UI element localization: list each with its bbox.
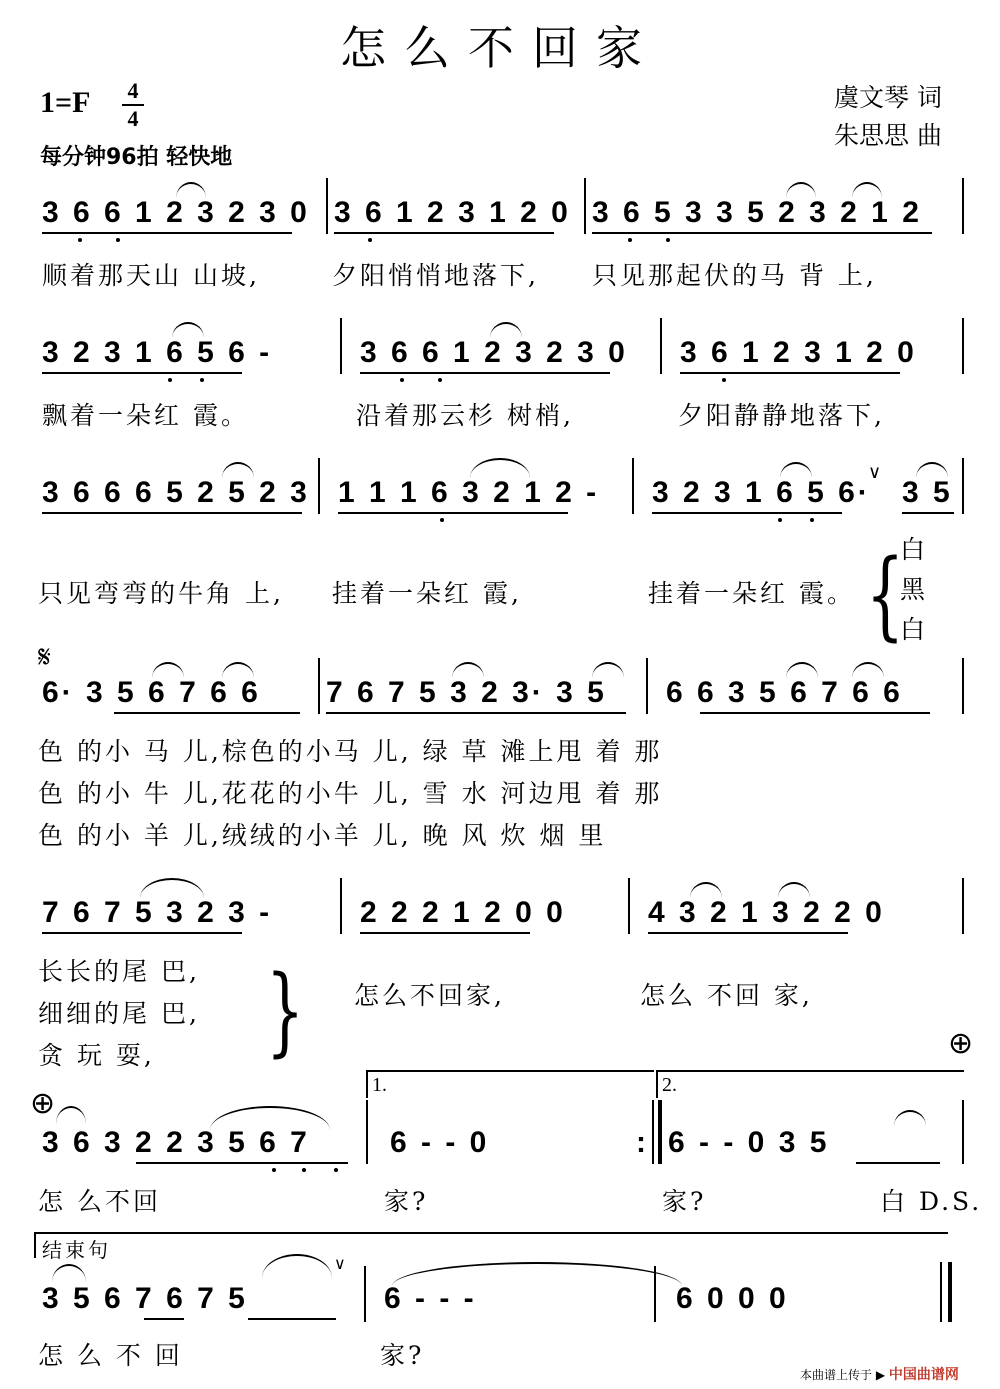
octave-dot <box>200 378 204 382</box>
slur <box>210 1106 330 1130</box>
lyric-line: 挂着一朵红 霞。 <box>648 579 855 608</box>
footer-credit <box>800 1364 959 1384</box>
barline <box>652 1100 654 1164</box>
lyric-line: 色 的小 羊 儿,绒绒的小羊 儿, 晚 风 炊 烟 里 <box>38 821 607 850</box>
measure-notes: 6 - - 0 3 5 <box>668 1126 830 1159</box>
lyric-line: 怎 么 不 回 <box>38 1341 183 1370</box>
slur <box>916 462 948 478</box>
repeat-sign: : <box>636 1126 649 1159</box>
measure-notes: 2 2 2 1 2 0 0 <box>360 896 566 929</box>
measure-notes: 3 6 6 1 2 3 2 3 0 <box>360 336 628 369</box>
ending-bracket <box>34 1232 948 1258</box>
fermata-mark: ∨ <box>334 1254 349 1273</box>
tempo-marking: 每分钟96拍 轻快地 <box>40 145 233 170</box>
barline <box>962 658 964 714</box>
barline <box>940 1262 942 1322</box>
key-signature: 1=F <box>40 86 91 119</box>
octave-dot <box>168 378 172 382</box>
slur <box>176 182 206 198</box>
measure-notes: 6 0 0 0 <box>676 1282 789 1315</box>
measure-notes: 6 - - 0 <box>390 1126 490 1159</box>
measure-notes: 7 6 7 5 3 2 3 - <box>42 896 273 929</box>
volta-bracket-2 <box>656 1070 964 1098</box>
barline <box>962 458 964 514</box>
volta-bracket-1 <box>366 1070 654 1098</box>
slur <box>52 1264 86 1282</box>
beam-line <box>360 932 530 934</box>
slur <box>152 662 184 678</box>
ds-marking: 白 D.S. <box>880 1187 983 1216</box>
beam-line <box>680 372 900 374</box>
barline <box>632 458 634 514</box>
beam-line <box>42 932 242 934</box>
beam-line <box>326 712 626 714</box>
octave-dot <box>628 238 632 242</box>
time-signature-line <box>122 104 144 106</box>
barline <box>318 658 320 714</box>
beam-line <box>360 372 610 374</box>
octave-dot <box>368 238 372 242</box>
slur <box>222 462 254 478</box>
barline <box>326 178 328 234</box>
lyric-line: 家? <box>380 1341 425 1370</box>
measure-notes: 4 3 2 1 3 2 2 0 <box>648 896 885 929</box>
barline <box>654 1266 656 1322</box>
beam-line <box>42 512 302 514</box>
octave-dot <box>302 1168 306 1172</box>
lyric-line: 家? <box>662 1187 707 1216</box>
octave-dot <box>722 378 726 382</box>
barline <box>628 878 630 934</box>
beam-line <box>902 512 954 514</box>
octave-dot <box>438 378 442 382</box>
breath-mark: ∨ <box>868 462 885 483</box>
slur <box>172 322 204 338</box>
measure-notes: 3 6 1 2 3 1 2 0 <box>334 196 571 229</box>
tie <box>392 1262 682 1286</box>
lyric-line: 怎么不回家, <box>354 981 505 1010</box>
slur <box>780 462 812 478</box>
verse-word: 白 <box>900 535 926 564</box>
slur <box>470 458 530 478</box>
lyric-line: 色 的小 马 儿,棕色的小马 儿, 绿 草 滩上甩 着 那 <box>38 737 663 766</box>
beam-line <box>42 232 292 234</box>
song-title: 怎么不回家 <box>340 21 660 75</box>
barline <box>962 878 964 934</box>
lyric-line: 飘着一朵红 霞。 <box>42 401 249 430</box>
octave-dot <box>400 378 404 382</box>
footer-brand[interactable]: 中国曲谱网 <box>888 1367 959 1383</box>
final-barline <box>948 1262 952 1322</box>
lyric-line: 只见弯弯的牛角 上, <box>38 579 284 608</box>
ending-label: 结束句 <box>42 1238 111 1262</box>
octave-dot <box>666 238 670 242</box>
slur <box>852 182 882 198</box>
slur <box>894 1110 926 1126</box>
repeat-barline <box>658 1100 662 1164</box>
measure-notes: 3 6 1 2 3 1 2 0 <box>680 336 917 369</box>
lyric-line: 夕阳悄悄地落下, <box>332 261 539 290</box>
slur <box>452 662 484 678</box>
measure-notes: 6· 3 5 6 7 6 6 <box>42 676 261 709</box>
time-signature-top: 4 <box>127 78 139 103</box>
barline <box>646 658 648 714</box>
measure-notes: 3 6 5 3 3 5 2 3 2 1 2 <box>592 196 922 229</box>
octave-dot <box>272 1168 276 1172</box>
beam-line <box>136 1162 348 1164</box>
lyric-line: 细细的尾 巴, <box>38 999 200 1028</box>
beam-line <box>42 372 242 374</box>
slur <box>786 182 816 198</box>
slur <box>690 882 722 898</box>
beam-line <box>648 932 848 934</box>
lyric-line: 怎 么不回 <box>38 1187 161 1216</box>
barline <box>962 1100 964 1164</box>
volta-label: 2. <box>662 1074 677 1096</box>
lyric-line: 长长的尾 巴, <box>38 957 200 986</box>
lyric-line: 贪 玩 耍, <box>38 1041 155 1070</box>
verse-word: 白 <box>900 615 926 644</box>
beam-line <box>114 712 300 714</box>
composer-credit: 朱思思 曲 <box>834 121 942 150</box>
measure-notes: 3 5 <box>902 476 953 509</box>
measure-notes: 3 5 6 7 6 7 5 <box>42 1282 248 1315</box>
lyric-line: 挂着一朵红 霞, <box>332 579 522 608</box>
barline <box>660 318 662 374</box>
lyric-line: 色 的小 牛 儿,花花的小牛 儿, 雪 水 河边甩 着 那 <box>38 779 663 808</box>
slur <box>140 878 204 898</box>
octave-dot <box>810 518 814 522</box>
barline <box>962 178 964 234</box>
beam-line <box>144 1318 184 1320</box>
measure-notes: 7 6 7 5 3 2 3· 3 5 <box>326 676 607 709</box>
lyric-line: 沿着那云杉 树梢, <box>356 401 574 430</box>
coda-icon: ⊕ <box>30 1086 56 1121</box>
measure-notes: 3 6 3 2 2 3 5 6 7 <box>42 1126 310 1159</box>
verse-brace: { <box>866 540 905 652</box>
barline <box>318 458 320 514</box>
segno-icon: 𝄋 <box>38 640 51 675</box>
lyric-line: 只见那起伏的马 背 上, <box>592 261 877 290</box>
volta-label: 1. <box>372 1074 387 1096</box>
measure-notes: 6 6 3 5 6 7 6 6 <box>666 676 903 709</box>
slur <box>222 662 254 678</box>
beam-line <box>652 512 842 514</box>
beam-line <box>856 1162 940 1164</box>
beam-line <box>338 512 568 514</box>
slur <box>852 662 884 678</box>
beam-line <box>334 232 554 234</box>
beam-line <box>700 712 930 714</box>
barline <box>364 1266 366 1322</box>
slur <box>786 662 818 678</box>
beam-line <box>248 1318 336 1320</box>
octave-dot <box>116 238 120 242</box>
coda-icon: ⊕ <box>948 1026 974 1061</box>
footer-logo-icon: ▶ <box>875 1368 886 1382</box>
lyric-line: 顺着那天山 山坡, <box>42 261 260 290</box>
octave-dot <box>334 1168 338 1172</box>
time-signature-bottom: 4 <box>127 106 139 131</box>
lyric-line: 家? <box>384 1187 429 1216</box>
barline <box>340 318 342 374</box>
measure-notes: 1 1 1 6 3 2 1 2 - <box>338 476 600 509</box>
barline <box>584 178 586 234</box>
slur <box>490 322 522 338</box>
slur <box>56 1106 86 1124</box>
octave-dot <box>778 518 782 522</box>
measure-notes: 3 6 6 1 2 3 2 3 0 <box>42 196 310 229</box>
measure-notes: 6 - - - <box>384 1282 477 1315</box>
lyricist-credit: 虞文琴 词 <box>834 83 942 112</box>
lyric-line: 怎么 不回 家, <box>640 981 813 1010</box>
lyric-line: 夕阳静静地落下, <box>678 401 885 430</box>
slur <box>778 882 810 898</box>
barline <box>366 1100 368 1164</box>
octave-dot <box>78 238 82 242</box>
barline <box>962 318 964 374</box>
measure-notes: 3 6 6 6 5 2 5 2 3 <box>42 476 310 509</box>
barline <box>340 878 342 934</box>
slur <box>592 662 624 678</box>
verse-word-list <box>900 530 925 650</box>
octave-dot <box>440 518 444 522</box>
verse-brace: } <box>266 956 305 1068</box>
measure-notes: 3 2 3 1 6 5 6· <box>652 476 871 509</box>
footer-text: 本曲谱上传于 <box>800 1368 873 1382</box>
beam-line <box>592 232 932 234</box>
verse-word: 黑 <box>900 575 926 604</box>
measure-notes: 3 2 3 1 6 5 6 - <box>42 336 273 369</box>
